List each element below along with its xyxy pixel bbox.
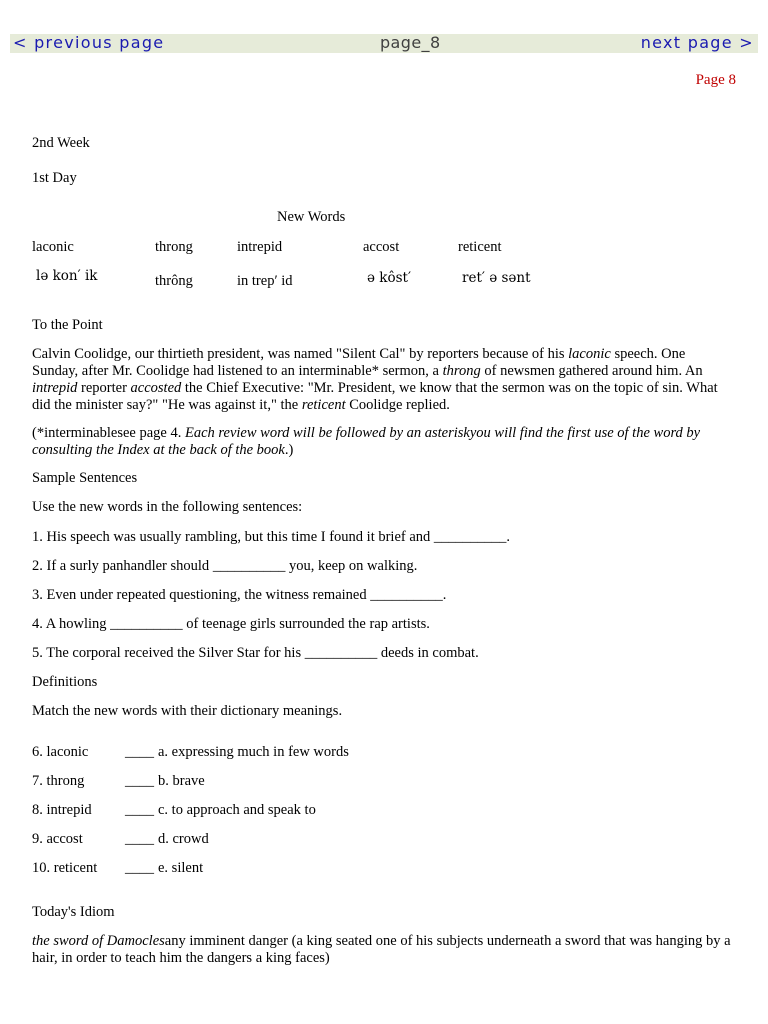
- definition-meaning: e. silent: [158, 860, 204, 876]
- sample-sentence: 4. A howling __________ of teenage girls surrounded the rap artists.: [32, 616, 430, 632]
- previous-page-link[interactable]: < previous page: [13, 33, 165, 52]
- sample-sentence: 2. If a surly panhandler should __________ you, keep on walking.: [32, 558, 418, 574]
- definition-blank: ____: [125, 773, 154, 789]
- definitions-heading: Definitions: [32, 674, 98, 690]
- to-the-point-paragraph: Calvin Coolidge, our thirtieth president, was named "Silent Cal" by reporters because of his laconic speech. One Sunday, after Mr. Coolidge had listened to an interminable* sermon, a throng of newsmen gathered around him. An intrepid reporter accosted the Chief Executive: "Mr. President, we know that the sermon was on the topic of sin. What did the minister say?" "He was against it," the reticent Coolidge replied.: [32, 346, 718, 413]
- sample-sentence: 1. His speech was usually rambling, but this time I found it brief and __________.: [32, 529, 511, 545]
- day-heading: 1st Day: [32, 170, 77, 186]
- definition-word: 10. reticent: [32, 860, 98, 876]
- definition-blank: ____: [125, 860, 154, 876]
- page-title: page_8: [380, 33, 441, 52]
- definitions-instruction: Match the new words with their dictionary meanings.: [32, 703, 343, 719]
- answer-blank: __________: [370, 587, 443, 603]
- definition-blank: ____: [125, 744, 154, 760]
- definition-word: 6. laconic: [32, 744, 89, 760]
- week-heading: 2nd Week: [32, 135, 90, 151]
- pronunciation-reticent: ret′ ə sənt: [462, 270, 531, 286]
- new-word-accost: accost: [363, 239, 400, 255]
- definition-blank: ____: [125, 831, 154, 847]
- definition-word: 7. throng: [32, 773, 85, 789]
- answer-blank: __________: [212, 558, 286, 574]
- sample-sentences-instruction: Use the new words in the following sentences:: [32, 499, 303, 515]
- to-the-point-heading: To the Point: [32, 317, 103, 333]
- page-number: Page 8: [695, 72, 736, 88]
- sample-sentences-heading: Sample Sentences: [32, 470, 138, 486]
- new-word-throng: throng: [155, 239, 193, 255]
- idiom-paragraph: [32, 933, 732, 967]
- new-word-reticent: reticent: [458, 239, 502, 255]
- page-navigation-bar: [10, 34, 758, 53]
- pronunciation-throng: thrông: [155, 273, 193, 289]
- definition-meaning: d. crowd: [158, 831, 209, 847]
- pronunciation-laconic: lə kon′ ik: [36, 268, 98, 284]
- pronunciation-intrepid: in trep′ id: [237, 273, 293, 289]
- definition-meaning: c. to approach and speak to: [158, 802, 316, 818]
- answer-blank: __________: [110, 616, 183, 632]
- sample-sentence: 5. The corporal received the Silver Star for his __________ deeds in combat.: [32, 645, 479, 661]
- idiom-heading: Today's Idiom: [32, 904, 115, 920]
- definition-meaning: b. brave: [158, 773, 205, 789]
- definition-word: 9. accost: [32, 831, 83, 847]
- idiom-phrase: the sword of Damocles: [32, 933, 165, 949]
- definition-blank: ____: [125, 802, 154, 818]
- new-words-heading: New Words: [277, 209, 346, 225]
- idiom-meaning: any imminent danger (a king seated one of his subjects underneath a sword that was hanging by a hair, in order to teach him the dangers a king faces): [32, 933, 731, 966]
- new-word-laconic: laconic: [32, 239, 74, 255]
- pronunciation-accost: ə kôst′: [367, 270, 412, 286]
- sample-sentence: 3. Even under repeated questioning, the witness remained __________.: [32, 587, 447, 603]
- definition-word: 8. intrepid: [32, 802, 92, 818]
- answer-blank: __________: [433, 529, 507, 545]
- new-word-intrepid: intrepid: [237, 239, 283, 255]
- answer-blank: __________: [304, 645, 378, 661]
- footnote: (*interminablesee page 4. Each review word will be followed by an asteriskyou will find the first use of the word by consulting the Index at the back of the book.): [32, 425, 701, 458]
- definition-meaning: a. expressing much in few words: [158, 744, 349, 760]
- next-page-link[interactable]: next page >: [640, 33, 754, 52]
